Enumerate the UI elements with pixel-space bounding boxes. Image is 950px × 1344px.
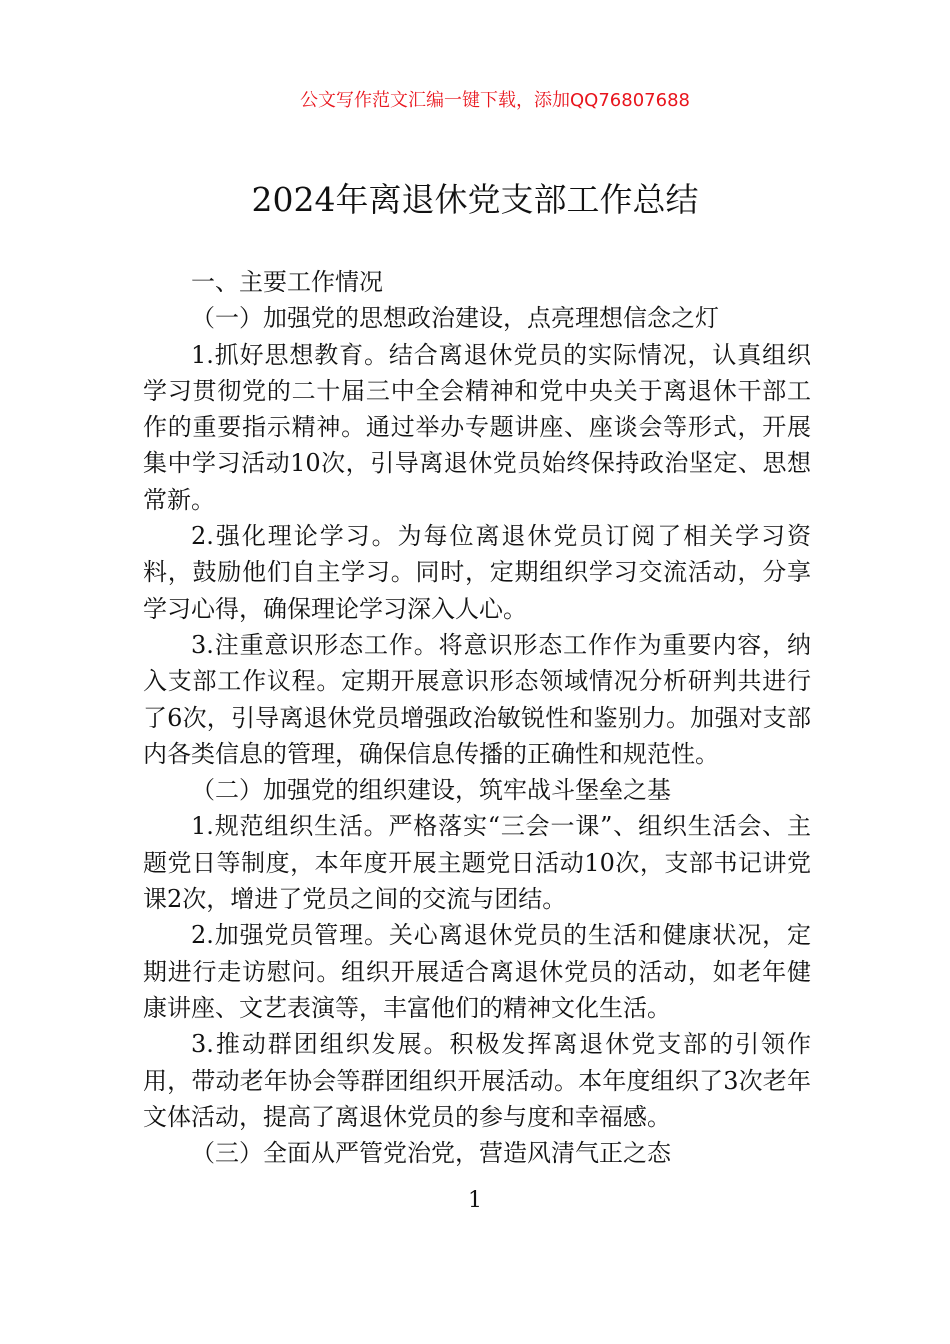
subsection-heading-discipline: （三）全面从严管党治党，营造风清气正之态 — [191, 1139, 671, 1168]
section-heading-main-work: 一、主要工作情况 — [191, 268, 383, 296]
paragraph-mass-organizations: 3.推动群团组织发展。积极发挥离退休党支部的引领作用，带动老年协会等群团组织开展活动。本年度组织了3次老年文体活动，提高了离退休党员的参与度和幸福感。 — [143, 1030, 811, 1131]
paragraph-theory-study: 2.强化理论学习。为每位离退休党员订阅了相关学习资料，鼓励他们自主学习。同时，定期组织学习交流活动，分享学习心得，确保理论学习深入人心。 — [143, 522, 811, 623]
subsection-heading-ideology: （一）加强党的思想政治建设，点亮理想信念之灯 — [191, 304, 719, 333]
paragraph-member-management: 2.加强党员管理。关心离退休党员的生活和健康状况，定期进行走访慰问。组织开展适合离退休党员的活动，如老年健康讲座、文艺表演等，丰富他们的精神文化生活。 — [143, 921, 811, 1022]
download-promo-note: 公文写作范文汇编一键下载，添加QQ76807688 — [300, 90, 690, 111]
paragraph-ideological-education: 1.抓好思想教育。结合离退休党员的实际情况，认真组织学习贯彻党的二十届三中全会精神和党中央关于离退休干部工作的重要指示精神。通过举办专题讲座、座谈会等形式，开展集中学习活动10次，引导离退休党员始终保持政治坚定、思想常新。 — [143, 340, 811, 514]
page-number: 1 — [468, 1188, 482, 1213]
paragraph-ideology-work: 3.注重意识形态工作。将意识形态工作作为重要内容，纳入支部工作议程。定期开展意识形态领域情况分析研判共进行了6次，引导离退休党员增强政治敏锐性和鉴别力。加强对支部内各类信息的管理，确保信息传播的正确性和规范性。 — [143, 630, 811, 768]
paragraph-organization-life: 1.规范组织生活。严格落实“三会一课”、组织生活会、主题党日等制度，本年度开展主题党日活动10次，支部书记讲党课2次，增进了党员之间的交流与团结。 — [143, 812, 811, 914]
document-body — [143, 264, 811, 1171]
document-title: 2024年离退休党支部工作总结 — [251, 180, 699, 219]
subsection-heading-organization: （二）加强党的组织建设，筑牢战斗堡垒之基 — [191, 776, 671, 805]
